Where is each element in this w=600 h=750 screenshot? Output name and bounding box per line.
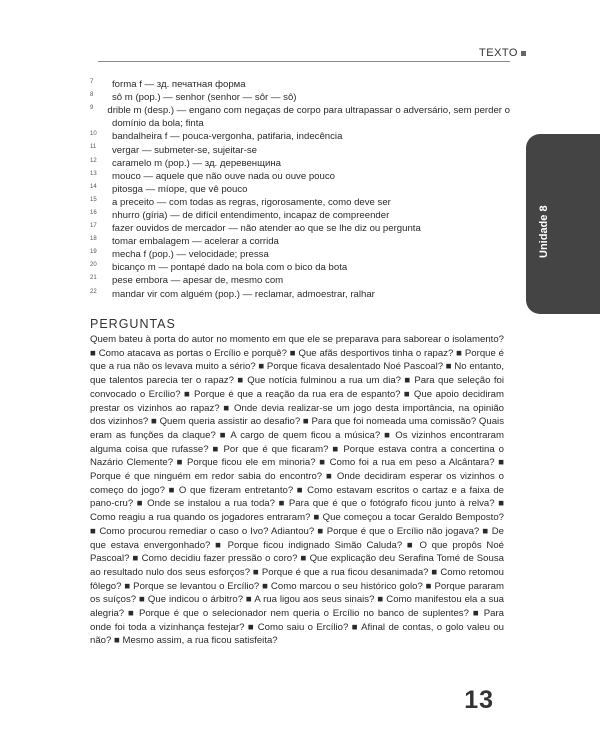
glossary-item [90, 143, 510, 156]
glossary-text: vergar — submeter-se, sujeitar-se [112, 144, 258, 156]
glossary-number: 8 [90, 92, 94, 99]
page-number: 13 [464, 686, 494, 714]
glossary-text: caramelo m (pop.) — зд. деревенщина [112, 157, 281, 169]
section-title: PERGUNTAS [90, 317, 176, 331]
section-header-label: TEXTO [479, 47, 518, 59]
glossary-number: 17 [90, 223, 97, 230]
glossary-text: a preceito — com todas as regras, rigorosamente, como deve ser [112, 196, 391, 208]
glossary-item [90, 288, 510, 301]
glossary-text: pitosga — míope, que vê pouco [112, 183, 248, 195]
glossary-number: 9 [90, 105, 94, 112]
header-rule [98, 61, 510, 62]
glossary-item [90, 117, 510, 130]
header-square-icon [521, 51, 526, 56]
glossary-number: 15 [90, 196, 97, 203]
glossary-text: bicanço m — pontapé dado na bola com o bico da bota [112, 262, 348, 274]
glossary-text: tomar embalagem — acelerar a corrida [112, 236, 279, 248]
glossary-text: forma f — зд. печатная форма [112, 79, 246, 91]
glossary-number: 7 [90, 79, 94, 85]
glossary-item [90, 170, 510, 183]
glossary-item [90, 183, 510, 196]
glossary-number: 12 [90, 157, 97, 164]
glossary-number [90, 117, 112, 118]
glossary-text: domínio da bola; finta [112, 118, 204, 130]
glossary-number: 20 [90, 262, 97, 269]
glossary-number: 22 [90, 288, 97, 295]
glossary-text: sô m (pop.) — senhor (senhor — sôr — sô) [112, 92, 297, 104]
glossary-item [90, 91, 510, 104]
glossary-text: fazer ouvidos de mercador — não atender ao que se lhe diz ou pergunta [112, 223, 421, 235]
glossary-number: 10 [90, 131, 97, 138]
glossary-item [90, 196, 510, 209]
glossary-number: 11 [90, 144, 97, 151]
glossary-text: drible m (desp.) — engano com negaças de corpo para ultrapassar o adversário, sem perder o [107, 105, 510, 117]
glossary-item [90, 235, 510, 248]
glossary-number: 14 [90, 183, 97, 190]
glossary-number: 16 [90, 209, 97, 216]
glossary-text: mandar vir com alguém (pop.) — reclamar, admoestrar, ralhar [112, 288, 375, 300]
glossary-item [90, 130, 510, 143]
glossary-text: mouco — aquele que não ouve nada ou ouve pouco [112, 170, 335, 182]
glossary-item [90, 222, 510, 235]
glossary-number: 19 [90, 249, 97, 256]
glossary-text: mecha f (pop.) — velocidade; pressa [112, 249, 269, 261]
glossary-item [90, 248, 510, 261]
glossary-number: 21 [90, 275, 97, 282]
glossary-item [90, 104, 510, 117]
glossary-text: bandalheira f — pouca-vergonha, patifaria, indecência [112, 131, 343, 143]
unit-tab-label: Unidade 8 [538, 205, 550, 258]
glossary-number: 18 [90, 236, 97, 243]
glossary-text: pese embora — apesar de, mesmo com [112, 275, 284, 287]
glossary-number: 13 [90, 170, 97, 177]
glossary-list [90, 78, 510, 301]
glossary-text: nhurro (gíria) — de difícil entendimento, incapaz de compreender [112, 209, 390, 221]
questions-text: Quem bateu à porta do autor no momento em que ele se preparava para saborear o isolamento? ■ Como atacava as portas o Ercílio e porquê? ■ Que afãs desportivos tinha o rapaz? ■ Porque é que a rua não os levava muito a sério? ■ Porque ficava desalentado Noé Pascoal? ■ No entanto, que talentos parecia ter o rapaz? ■ Que notícia fulminou a rua um dia? ■ Para que seleção foi convocado o Ercílio? ■ Porque é que a reação da rua era de espanto? ■ Que apoio decidiram prestar os vizinhos ao rapaz? ■ Onde devia realizar-se um jogo desta importância, na opinião dos vizinhos? ■ Quem queria assistir ao desafio? ■ Para que foi nomeada uma comissão? Quais eram as funções da claque? ■ A cargo de quem ficou a música? ■ Os vizinhos encontraram alguma coisa que rufasse? ■ Por que é que ficaram? ■ Porque estava contra a concertina o Nazário Clemente? ■ Porque ficou ele em minoria? ■ Como foi a rua em peso a Alcântara? ■ Porque é que ninguém em redor sabia do encontro? ■ Onde decidiram esperar os vizinhos o começo do jogo? ■ O que fizeram entretanto? ■ Como estavam escritos o cartaz e a faixa de pano-cru? ■ Onde se instalou a rua toda? ■ Para que é que o fotógrafo ficou junto à relva? ■ Como reagiu a rua quando os jogadores entraram? ■ Que começou a tocar Geraldo Bemposto? ■ Como procurou remediar o caso o Ivo? Adiantou? ■ Porque é que o Ercílio não jogava? ■ De que estava envergonhado? ■ Porque ficou indignado Simão Caluda? ■ O que propôs Noé Pascoal? ■ Como decidiu fazer pressão o coro? ■ Que explicação deu Serafina Tomé de Sousa ao resultado nulo dos seus esforços? ■ Porque é que a rua ficou desanimada? ■ Como retomou fôlego? ■ Porque se levantou o Ercílio? ■ Como marcou o seu histórico golo? ■ Porque pararam os suíços? ■ Que indicou o árbitro? ■ A rua ligou aos seus sinais? ■ Como manifestou ela a sua alegria? ■ Porque é que o selecionador nem queria o Ercílio no banco de suplentes? ■ Para onde foi toda a vizinhança festejar? ■ Como saiu o Ercílio? ■ Afinal de contas, o golo valeu ou não? ■ Mesmo assim, a rua ficou satisfeita? [90, 334, 504, 647]
glossary-item [90, 261, 510, 274]
glossary-item [90, 274, 510, 287]
glossary-item [90, 78, 510, 91]
glossary-item [90, 157, 510, 170]
glossary-item [90, 209, 510, 222]
